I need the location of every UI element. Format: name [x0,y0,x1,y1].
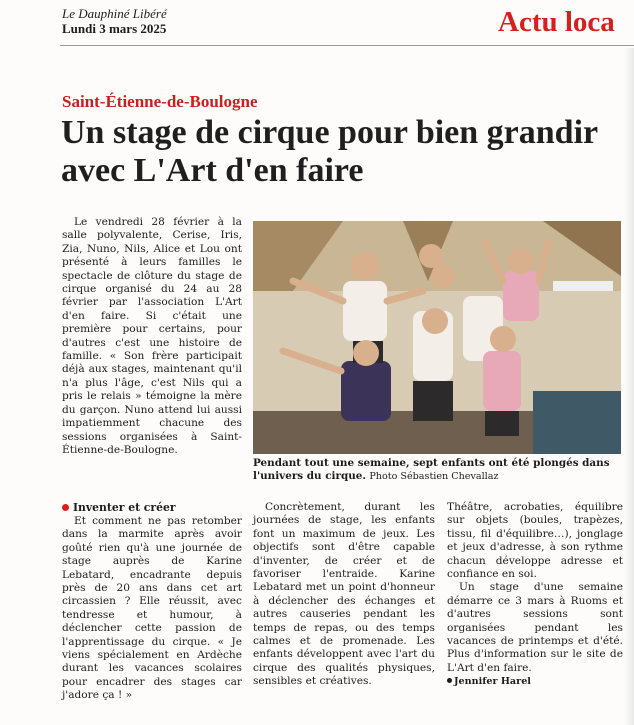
article-column-3 [447,501,623,689]
column-3-paragraph-2: Un stage d'une semaine démarre ce 3 mars à Ruoms et d'autres sessions sont organisées pendant les vacances de printemps et d'été. Plus d'information sur le site de L'Art d'en faire. [447,581,623,674]
section-label: Actu loca [498,6,615,38]
article-column-1-continued [62,501,242,703]
circus-children-illustration [253,221,621,454]
newspaper-name: Le Dauphiné Libéré [62,6,167,21]
column-3-paragraph-1: Théâtre, acrobaties, équilibre sur objets (boules, trapèzes, tissu, fil d'équilibre…), jonglage et jeux d'adresse, à son rythme chacun développe adresse et confiance en soi. [447,501,623,581]
signature-bullet-icon [447,678,452,683]
publication-date: Lundi 3 mars 2025 [62,21,167,36]
header-divider [60,45,634,46]
article-kicker: Saint-Étienne-de-Boulogne [62,92,258,111]
article-column-2 [253,501,435,689]
page-edge-shadow [624,48,634,725]
red-bullet-icon [62,504,69,511]
intro-paragraph: Le vendredi 28 février à la salle polyvalente, Cerise, Iris, Zia, Nuno, Nils, Alice et Lou ont présenté à leurs familles le spectacle de clôture du stage de cirque organisé du 24 au 28 février par l'association L'Art d'en faire. Si c'était une première pour certains, pour d'autres c'est une histoire de famille. « Son frère participait déjà aux stages, maintenant qu'il n'a plus l'âge, c'est Nils qui a pris le relais » témoigne la mère du garçon. Nuno attend lui aussi impatiemment chacune des sessions organisées à Saint-Étienne-de-Boulogne. [62,216,242,456]
masthead [62,6,167,37]
column-1-paragraph: Et comment ne pas retomber dans la marmite après avoir goûté rien qu'à une journée de stage auprès de Karine Lebatard, encadrante depuis près de 20 ans dans cet art circassien ? Elle réussit, avec tendresse et humour, à déclencher cette passion de l'apprentissage du cirque. « Je viens spécialement en Ardèche durant les vacances scolaires pour encadrer des stages car j'adore ça ! » [62,515,242,702]
article-column-1-intro [62,216,242,457]
caption-text: Pendant tout une semaine, sept enfants ont été plongés dans l'univers du cirque. [253,457,610,482]
author-name: Jennifer Harel [454,676,531,688]
article-headline: Un stage de cirque pour bien grandir avec L'Art d'en faire [61,114,598,189]
photo-caption [253,457,621,483]
column-2-paragraph: Concrètement, durant les journées de stage, les enfants font un maximum de jeux. Les objectifs sont d'être capable d'inventer, de créer et de favoriser l'entraide. Karine Lebatard met un point d'honneur à déclencher des échanges et autres causeries pendant les temps de repas, ou des temps calmes et de promenade. Les enfants développent avec l'art du cirque des qualités physiques, sensibles et créatives. [253,501,435,688]
article-photo [253,221,621,454]
article-subhead [62,501,242,514]
author-signature [447,675,623,688]
subhead-text: Inventer et créer [73,501,176,514]
photo-credit: Photo Sébastien Chevallaz [369,471,499,482]
